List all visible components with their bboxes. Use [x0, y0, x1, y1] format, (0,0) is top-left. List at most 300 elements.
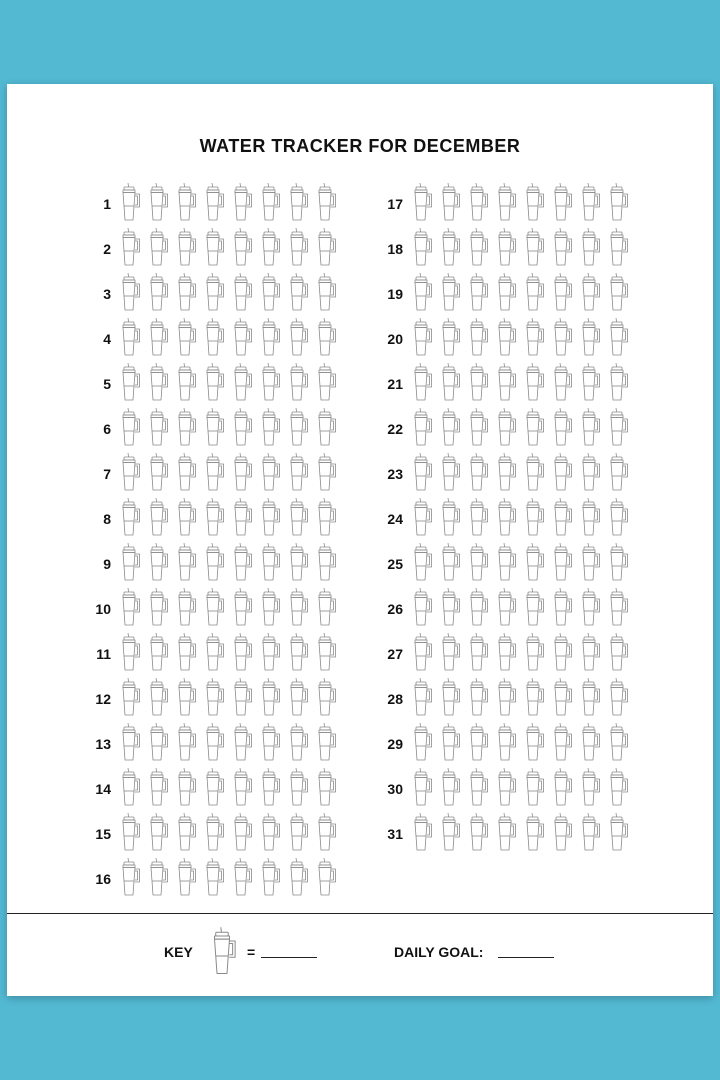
- tumbler-icon[interactable]: [117, 542, 141, 582]
- tumbler-icon[interactable]: [145, 407, 169, 447]
- tumbler-icon[interactable]: [201, 632, 225, 672]
- day-row: [369, 587, 629, 632]
- tumbler-icon[interactable]: [437, 317, 461, 357]
- tumbler-icon[interactable]: [229, 497, 253, 537]
- tumbler-icon[interactable]: [493, 587, 517, 627]
- tumbler-icon[interactable]: [437, 407, 461, 447]
- tumbler-icon[interactable]: [437, 722, 461, 762]
- tumbler-icon[interactable]: [521, 407, 545, 447]
- tumbler-icon[interactable]: [465, 722, 489, 762]
- tumbler-icon[interactable]: [605, 587, 629, 627]
- tumbler-icon[interactable]: [549, 587, 573, 627]
- tumbler-icon[interactable]: [117, 182, 141, 222]
- tumbler-icon[interactable]: [173, 227, 197, 267]
- tumbler-icon[interactable]: [437, 497, 461, 537]
- tumbler-icon[interactable]: [493, 452, 517, 492]
- tumbler-icon[interactable]: [145, 542, 169, 582]
- tumbler-icon[interactable]: [285, 407, 309, 447]
- tumbler-icon[interactable]: [493, 722, 517, 762]
- tumbler-icon[interactable]: [313, 587, 337, 627]
- tumbler-icon[interactable]: [577, 767, 601, 807]
- tumbler-icon[interactable]: [409, 587, 433, 627]
- tumbler-icon[interactable]: [257, 317, 281, 357]
- tumbler-icon[interactable]: [577, 452, 601, 492]
- tumbler-icon[interactable]: [437, 362, 461, 402]
- tumbler-icon[interactable]: [173, 452, 197, 492]
- tumbler-icon[interactable]: [409, 317, 433, 357]
- cup-row: [117, 497, 337, 537]
- tumbler-icon[interactable]: [173, 812, 197, 852]
- tumbler-icon[interactable]: [201, 857, 225, 897]
- tumbler-icon[interactable]: [201, 317, 225, 357]
- key-label: KEY: [164, 944, 193, 960]
- tumbler-icon[interactable]: [577, 812, 601, 852]
- cup-row: [409, 767, 629, 807]
- tumbler-icon[interactable]: [549, 227, 573, 267]
- tumbler-icon[interactable]: [117, 317, 141, 357]
- tumbler-icon[interactable]: [285, 587, 309, 627]
- day-number: 1: [103, 196, 111, 212]
- days-column-left: [77, 182, 337, 902]
- tumbler-icon[interactable]: [117, 587, 141, 627]
- tumbler-icon[interactable]: [313, 677, 337, 717]
- day-number: 9: [103, 556, 111, 572]
- tumbler-icon[interactable]: [201, 272, 225, 312]
- tumbler-icon[interactable]: [313, 227, 337, 267]
- tumbler-icon[interactable]: [229, 182, 253, 222]
- tumbler-icon[interactable]: [229, 722, 253, 762]
- tumbler-icon[interactable]: [521, 317, 545, 357]
- tumbler-icon[interactable]: [437, 677, 461, 717]
- day-number: 19: [387, 286, 403, 302]
- tumbler-icon[interactable]: [173, 362, 197, 402]
- cup-row: [409, 632, 629, 672]
- tumbler-icon[interactable]: [145, 587, 169, 627]
- tumbler-icon[interactable]: [549, 497, 573, 537]
- tumbler-icon[interactable]: [577, 182, 601, 222]
- tumbler-icon[interactable]: [313, 272, 337, 312]
- tumbler-icon[interactable]: [229, 812, 253, 852]
- tumbler-icon[interactable]: [313, 452, 337, 492]
- tumbler-icon[interactable]: [257, 182, 281, 222]
- tumbler-icon[interactable]: [145, 182, 169, 222]
- tumbler-icon[interactable]: [493, 767, 517, 807]
- day-row: [77, 272, 337, 317]
- day-row: [77, 362, 337, 407]
- tumbler-icon[interactable]: [173, 272, 197, 312]
- tumbler-icon[interactable]: [549, 767, 573, 807]
- tumbler-icon[interactable]: [117, 497, 141, 537]
- tumbler-icon[interactable]: [493, 227, 517, 267]
- tumbler-icon[interactable]: [437, 452, 461, 492]
- day-row: [369, 227, 629, 272]
- tumbler-icon[interactable]: [521, 272, 545, 312]
- tumbler-icon[interactable]: [201, 542, 225, 582]
- tumbler-icon[interactable]: [257, 542, 281, 582]
- day-number: 3: [103, 286, 111, 302]
- tumbler-icon[interactable]: [605, 497, 629, 537]
- tumbler-icon[interactable]: [493, 362, 517, 402]
- tumbler-icon[interactable]: [605, 767, 629, 807]
- tumbler-icon[interactable]: [493, 317, 517, 357]
- tumbler-icon[interactable]: [257, 632, 281, 672]
- tumbler-icon[interactable]: [257, 272, 281, 312]
- tumbler-icon[interactable]: [117, 227, 141, 267]
- tumbler-icon[interactable]: [313, 632, 337, 672]
- cup-row: [409, 407, 629, 447]
- tumbler-icon[interactable]: [521, 632, 545, 672]
- cup-row: [117, 227, 337, 267]
- tumbler-icon[interactable]: [201, 497, 225, 537]
- tumbler-icon[interactable]: [145, 497, 169, 537]
- tumbler-icon[interactable]: [605, 182, 629, 222]
- tumbler-icon[interactable]: [257, 767, 281, 807]
- cup-row: [409, 227, 629, 267]
- tumbler-icon[interactable]: [493, 272, 517, 312]
- tumbler-icon[interactable]: [493, 407, 517, 447]
- tumbler-icon[interactable]: [409, 272, 433, 312]
- tumbler-icon[interactable]: [493, 632, 517, 672]
- tumbler-icon[interactable]: [285, 677, 309, 717]
- tumbler-icon[interactable]: [313, 722, 337, 762]
- tumbler-icon[interactable]: [605, 452, 629, 492]
- tumbler-icon[interactable]: [549, 722, 573, 762]
- tumbler-icon[interactable]: [577, 317, 601, 357]
- cup-row: [117, 857, 337, 897]
- tumbler-icon[interactable]: [201, 677, 225, 717]
- tumbler-icon[interactable]: [577, 677, 601, 717]
- tumbler-icon[interactable]: [465, 542, 489, 582]
- tumbler-icon[interactable]: [465, 182, 489, 222]
- day-row: [369, 632, 629, 677]
- tumbler-icon[interactable]: [201, 587, 225, 627]
- tumbler-icon[interactable]: [465, 407, 489, 447]
- tumbler-icon[interactable]: [605, 812, 629, 852]
- tumbler-icon[interactable]: [437, 182, 461, 222]
- tumbler-icon[interactable]: [117, 272, 141, 312]
- tumbler-icon[interactable]: [257, 722, 281, 762]
- day-number: 11: [96, 646, 111, 662]
- tumbler-icon[interactable]: [201, 722, 225, 762]
- day-row: [369, 317, 629, 362]
- tumbler-icon[interactable]: [201, 812, 225, 852]
- tumbler-icon[interactable]: [465, 227, 489, 267]
- tumbler-icon[interactable]: [437, 227, 461, 267]
- tumbler-icon[interactable]: [285, 632, 309, 672]
- tumbler-icon[interactable]: [257, 227, 281, 267]
- tumbler-icon[interactable]: [145, 452, 169, 492]
- tumbler-icon[interactable]: [521, 362, 545, 402]
- tumbler-icon[interactable]: [173, 767, 197, 807]
- footer: [7, 920, 713, 980]
- tumbler-icon[interactable]: [521, 767, 545, 807]
- tumbler-icon[interactable]: [549, 542, 573, 582]
- days-column-right: [369, 182, 629, 857]
- tumbler-icon[interactable]: [117, 722, 141, 762]
- tumbler-icon[interactable]: [229, 362, 253, 402]
- tumbler-icon[interactable]: [145, 362, 169, 402]
- tumbler-icon[interactable]: [465, 632, 489, 672]
- tumbler-icon[interactable]: [117, 362, 141, 402]
- tumbler-icon[interactable]: [521, 677, 545, 717]
- tumbler-icon[interactable]: [173, 587, 197, 627]
- tumbler-icon[interactable]: [201, 407, 225, 447]
- tumbler-icon[interactable]: [577, 272, 601, 312]
- day-number: 14: [95, 781, 111, 797]
- tumbler-icon[interactable]: [465, 317, 489, 357]
- tumbler-icon[interactable]: [201, 767, 225, 807]
- tumbler-icon[interactable]: [605, 542, 629, 582]
- tumbler-icon[interactable]: [229, 317, 253, 357]
- tumbler-icon[interactable]: [409, 722, 433, 762]
- day-row: [77, 317, 337, 362]
- tumbler-icon[interactable]: [437, 632, 461, 672]
- tumbler-icon[interactable]: [409, 182, 433, 222]
- tumbler-icon[interactable]: [549, 812, 573, 852]
- tumbler-icon[interactable]: [521, 587, 545, 627]
- tumbler-icon[interactable]: [173, 632, 197, 672]
- tumbler-icon[interactable]: [313, 407, 337, 447]
- tumbler-icon[interactable]: [145, 857, 169, 897]
- tumbler-icon[interactable]: [229, 452, 253, 492]
- tumbler-icon[interactable]: [257, 497, 281, 537]
- cup-row: [117, 812, 337, 852]
- day-row: [369, 722, 629, 767]
- cup-row: [117, 407, 337, 447]
- cup-row: [409, 497, 629, 537]
- tumbler-icon[interactable]: [605, 632, 629, 672]
- tumbler-icon[interactable]: [117, 407, 141, 447]
- tumbler-icon[interactable]: [229, 677, 253, 717]
- tumbler-icon[interactable]: [117, 632, 141, 672]
- tumbler-icon[interactable]: [229, 632, 253, 672]
- tumbler-icon[interactable]: [437, 272, 461, 312]
- tumbler-icon[interactable]: [465, 767, 489, 807]
- day-row: [369, 272, 629, 317]
- tumbler-icon[interactable]: [285, 227, 309, 267]
- day-number: 15: [95, 826, 111, 842]
- tumbler-icon[interactable]: [493, 812, 517, 852]
- tumbler-icon[interactable]: [605, 722, 629, 762]
- tumbler-icon[interactable]: [201, 182, 225, 222]
- tumbler-icon[interactable]: [285, 497, 309, 537]
- tumbler-icon[interactable]: [577, 587, 601, 627]
- tumbler-icon[interactable]: [577, 722, 601, 762]
- tumbler-icon[interactable]: [409, 407, 433, 447]
- tumbler-icon[interactable]: [145, 227, 169, 267]
- cup-row: [117, 452, 337, 492]
- tumbler-icon[interactable]: [409, 812, 433, 852]
- tumbler-icon[interactable]: [437, 587, 461, 627]
- cup-row: [117, 677, 337, 717]
- tumbler-icon[interactable]: [521, 542, 545, 582]
- tumbler-icon[interactable]: [465, 587, 489, 627]
- tumbler-icon[interactable]: [465, 362, 489, 402]
- tumbler-icon[interactable]: [117, 767, 141, 807]
- tumbler-icon[interactable]: [577, 632, 601, 672]
- tumbler-icon[interactable]: [173, 722, 197, 762]
- tumbler-icon[interactable]: [493, 497, 517, 537]
- tumbler-icon[interactable]: [257, 452, 281, 492]
- tumbler-icon[interactable]: [229, 407, 253, 447]
- tumbler-icon[interactable]: [493, 182, 517, 222]
- tumbler-icon[interactable]: [173, 677, 197, 717]
- tumbler-icon[interactable]: [409, 362, 433, 402]
- tumbler-icon[interactable]: [173, 182, 197, 222]
- day-number: 25: [387, 556, 403, 572]
- tumbler-icon[interactable]: [313, 542, 337, 582]
- tumbler-icon[interactable]: [145, 632, 169, 672]
- tumbler-icon[interactable]: [549, 677, 573, 717]
- tumbler-icon[interactable]: [285, 272, 309, 312]
- tumbler-icon[interactable]: [257, 812, 281, 852]
- day-number: 31: [387, 826, 403, 842]
- tumbler-icon[interactable]: [577, 362, 601, 402]
- tumbler-icon[interactable]: [145, 812, 169, 852]
- tumbler-icon[interactable]: [409, 227, 433, 267]
- tumbler-icon[interactable]: [285, 452, 309, 492]
- tumbler-icon[interactable]: [285, 317, 309, 357]
- tumbler-icon[interactable]: [201, 452, 225, 492]
- tumbler-icon[interactable]: [285, 722, 309, 762]
- tumbler-icon[interactable]: [605, 317, 629, 357]
- day-row: [77, 182, 337, 227]
- cup-row: [409, 452, 629, 492]
- tumbler-icon[interactable]: [549, 452, 573, 492]
- tumbler-icon[interactable]: [201, 362, 225, 402]
- tumbler-icon[interactable]: [493, 677, 517, 717]
- key-blank-line[interactable]: [261, 957, 317, 958]
- tumbler-icon[interactable]: [229, 767, 253, 807]
- tumbler-icon[interactable]: [521, 812, 545, 852]
- tumbler-icon[interactable]: [313, 317, 337, 357]
- tumbler-icon[interactable]: [313, 812, 337, 852]
- tumbler-icon[interactable]: [117, 812, 141, 852]
- tumbler-icon[interactable]: [145, 767, 169, 807]
- tumbler-icon[interactable]: [409, 542, 433, 582]
- tumbler-icon[interactable]: [145, 317, 169, 357]
- tumbler-icon[interactable]: [229, 542, 253, 582]
- day-number: 24: [387, 511, 403, 527]
- day-number: 29: [387, 736, 403, 752]
- tumbler-icon[interactable]: [465, 677, 489, 717]
- tumbler-icon[interactable]: [117, 452, 141, 492]
- tumbler-icon[interactable]: [173, 317, 197, 357]
- tumbler-icon[interactable]: [313, 497, 337, 537]
- tumbler-icon[interactable]: [285, 182, 309, 222]
- tumbler-icon[interactable]: [521, 722, 545, 762]
- tumbler-icon[interactable]: [229, 227, 253, 267]
- tumbler-icon[interactable]: [465, 452, 489, 492]
- tumbler-icon[interactable]: [313, 767, 337, 807]
- tumbler-icon[interactable]: [605, 407, 629, 447]
- tumbler-icon[interactable]: [229, 587, 253, 627]
- tumbler-icon[interactable]: [465, 497, 489, 537]
- tumbler-icon[interactable]: [409, 767, 433, 807]
- cup-row: [409, 587, 629, 627]
- tumbler-icon[interactable]: [145, 272, 169, 312]
- tumbler-icon[interactable]: [409, 632, 433, 672]
- day-row: [77, 812, 337, 857]
- tumbler-icon[interactable]: [549, 272, 573, 312]
- tumbler-icon[interactable]: [577, 407, 601, 447]
- tumbler-icon[interactable]: [201, 227, 225, 267]
- tumbler-icon[interactable]: [493, 542, 517, 582]
- tumbler-icon[interactable]: [229, 272, 253, 312]
- day-number: 7: [103, 466, 111, 482]
- tumbler-icon[interactable]: [605, 362, 629, 402]
- tumbler-icon[interactable]: [313, 857, 337, 897]
- tumbler-icon[interactable]: [605, 227, 629, 267]
- day-row: [369, 182, 629, 227]
- tumbler-icon[interactable]: [173, 857, 197, 897]
- tumbler-icon[interactable]: [313, 182, 337, 222]
- tumbler-icon[interactable]: [257, 677, 281, 717]
- tumbler-icon[interactable]: [173, 407, 197, 447]
- tumbler-icon[interactable]: [117, 677, 141, 717]
- day-row: [77, 632, 337, 677]
- tumbler-icon[interactable]: [409, 497, 433, 537]
- tumbler-icon[interactable]: [549, 632, 573, 672]
- day-number: 18: [387, 241, 403, 257]
- tumbler-icon[interactable]: [605, 677, 629, 717]
- daily-goal-label: DAILY GOAL:: [394, 944, 484, 960]
- tumbler-icon[interactable]: [145, 677, 169, 717]
- tumbler-icon[interactable]: [257, 362, 281, 402]
- tumbler-icon[interactable]: [549, 317, 573, 357]
- cup-row: [117, 542, 337, 582]
- tumbler-icon[interactable]: [285, 812, 309, 852]
- tumbler-icon[interactable]: [229, 857, 253, 897]
- tumbler-icon[interactable]: [285, 767, 309, 807]
- tumbler-icon[interactable]: [549, 362, 573, 402]
- tumbler-icon[interactable]: [285, 362, 309, 402]
- tumbler-icon[interactable]: [437, 812, 461, 852]
- tumbler-icon[interactable]: [173, 497, 197, 537]
- tumbler-icon[interactable]: [313, 362, 337, 402]
- day-row: [369, 677, 629, 722]
- tumbler-icon[interactable]: [577, 542, 601, 582]
- tumbler-icon[interactable]: [521, 497, 545, 537]
- tumbler-icon[interactable]: [521, 182, 545, 222]
- cup-row: [117, 767, 337, 807]
- tumbler-icon[interactable]: [465, 812, 489, 852]
- tumbler-icon[interactable]: [549, 407, 573, 447]
- tumbler-icon[interactable]: [117, 857, 141, 897]
- cup-row: [409, 812, 629, 852]
- tumbler-icon[interactable]: [577, 497, 601, 537]
- tumbler-icon[interactable]: [257, 587, 281, 627]
- daily-goal-blank-line[interactable]: [498, 957, 554, 958]
- tumbler-icon[interactable]: [409, 677, 433, 717]
- tumbler-icon[interactable]: [145, 722, 169, 762]
- tumbler-icon[interactable]: [257, 407, 281, 447]
- tumbler-icon[interactable]: [409, 452, 433, 492]
- day-row: [77, 407, 337, 452]
- tumbler-icon[interactable]: [521, 227, 545, 267]
- tumbler-icon[interactable]: [465, 272, 489, 312]
- tumbler-icon[interactable]: [577, 227, 601, 267]
- tumbler-icon[interactable]: [549, 182, 573, 222]
- tumbler-icon[interactable]: [173, 542, 197, 582]
- tumbler-icon[interactable]: [257, 857, 281, 897]
- tumbler-icon[interactable]: [437, 542, 461, 582]
- tumbler-icon[interactable]: [285, 857, 309, 897]
- tumbler-icon[interactable]: [521, 452, 545, 492]
- tumbler-icon[interactable]: [437, 767, 461, 807]
- tumbler-icon[interactable]: [605, 272, 629, 312]
- tumbler-icon[interactable]: [285, 542, 309, 582]
